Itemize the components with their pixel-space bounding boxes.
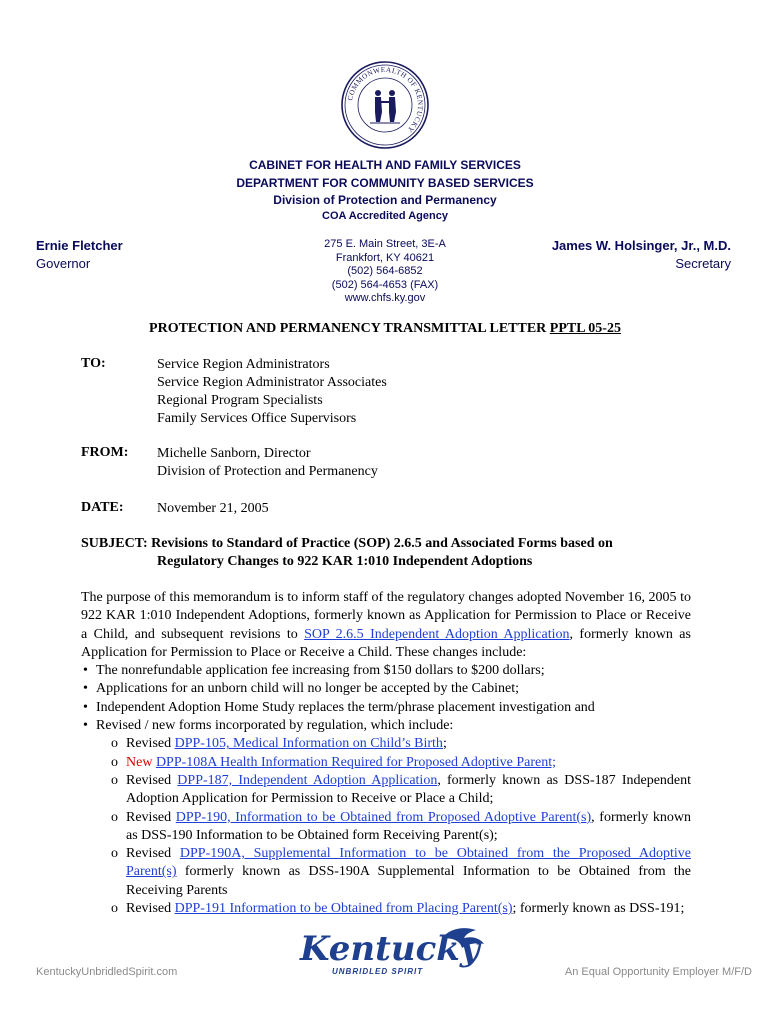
footer-eoe: An Equal Opportunity Employer M/F/D (564, 966, 752, 978)
form-suffix: , formerly known as DSS-190 Information to be Obtained form Receiving Parent(s); (126, 809, 692, 843)
intro-text-end: , formerly known as Application for Permission to Place or Receive a Child. These changes include: (81, 626, 691, 660)
form-suffix: ; formerly known as DSS-191; (512, 901, 685, 917)
form-item (111, 754, 691, 772)
sub-bullet-icon: o (111, 809, 118, 825)
bullet-icon: • (83, 699, 88, 715)
address-website: www.chfs.ky.gov (344, 292, 426, 304)
bullet-icon: • (83, 718, 88, 734)
form-item (111, 900, 691, 918)
logo-tagline: UNBRIDLED SPIRIT (332, 967, 424, 976)
address-city: Frankfort, KY 40621 (335, 251, 435, 264)
from-label: FROM: (81, 445, 129, 460)
department-name: DEPARTMENT FOR COMMUNITY BASED SERVICES (236, 176, 534, 190)
form-link-dpp-191[interactable]: DPP-191 Information to be Obtained from Placing Parent(s) (174, 901, 513, 917)
recipient-line: Regional Program Specialists (157, 393, 323, 408)
governor-title: Governor (36, 256, 91, 271)
form-suffix: formerly known as DSS-190A Supplemental Information to be Obtained from the Receiving Parents (126, 864, 691, 898)
address-street: 275 E. Main Street, 3E-A (324, 238, 446, 250)
bullet-text: The nonrefundable application fee increasing from $150 dollars to $200 dollars; (96, 663, 545, 679)
recipient-line: Service Region Administrators (157, 357, 330, 372)
bullet-text: Independent Adoption Home Study replaces the term/phrase placement investigation and (96, 699, 595, 715)
svg-text:COMMONWEALTH OF KENTUCKY: COMMONWEALTH OF KENTUCKY (346, 65, 425, 134)
form-prefix: Revised (126, 772, 178, 788)
subject-line-1: Revisions to Standard of Practice (SOP) 2.6.5 and Associated Forms based on (151, 536, 613, 551)
form-item (111, 772, 691, 809)
from-sender (157, 445, 378, 481)
form-link-dpp-190a[interactable]: DPP-190A, Supplemental Information to be Obtained from the Proposed Adoptive Parent(s) (126, 846, 691, 880)
forms-list (96, 735, 691, 918)
form-link-dpp-105[interactable]: DPP-105, Medical Information on Child’s Birth (174, 736, 443, 752)
subject-block (81, 535, 613, 571)
division-name: Division of Protection and Permanency (273, 193, 497, 207)
form-item (111, 809, 691, 846)
form-prefix: Revised (126, 901, 175, 917)
sub-bullet-icon: o (111, 901, 118, 917)
sub-bullet-icon: o (111, 846, 118, 862)
sub-bullet-icon: o (111, 736, 118, 752)
letter-title-prefix: PROTECTION AND PERMANENCY TRANSMITTAL LETTER (149, 321, 547, 336)
form-suffix: , formerly known as DSS-187 Independent Adoption Application for Permission to Receive or Place a Child; (126, 772, 692, 807)
form-suffix: ; (442, 736, 447, 752)
state-seal-icon (340, 60, 430, 150)
list-item (81, 680, 691, 698)
date-value: November 21, 2005 (157, 501, 269, 516)
letter-code: PPTL 05-25 (549, 321, 621, 336)
letter-title (0, 321, 770, 337)
sender-line: Division of Protection and Permanency (157, 464, 378, 479)
list-item (81, 662, 691, 680)
kentucky-logo-icon (292, 920, 492, 980)
form-item (111, 735, 691, 753)
intro-paragraph (81, 589, 691, 662)
bullet-text: Revised / new forms incorporated by regulation, which include: (96, 718, 454, 734)
new-label: New (126, 754, 153, 770)
subject-label: SUBJECT: (81, 536, 148, 551)
list-item (81, 699, 691, 717)
agency-address (285, 238, 485, 306)
sender-line: Michelle Sanborn, Director (157, 446, 311, 461)
form-item (111, 845, 691, 900)
sop-link[interactable]: SOP 2.6.5 Independent Adoption Application (304, 626, 570, 642)
address-phone: (502) 564-6852 (347, 265, 423, 277)
form-prefix: Revised (126, 809, 176, 825)
changes-list (81, 662, 691, 918)
secretary-block (552, 237, 731, 273)
recipient-line: Family Services Office Supervisors (157, 411, 357, 426)
subject-line-2: Regulatory Changes to 922 KAR 1:010 Independent Adoptions (157, 554, 533, 569)
bullet-text: Applications for an unborn child will no longer be accepted by the Cabinet; (96, 681, 519, 697)
to-label: TO: (81, 356, 106, 371)
logo-text: Kentucky (300, 929, 480, 969)
bullet-icon: • (83, 663, 88, 679)
recipient-line: Service Region Administrator Associates (157, 375, 387, 390)
governor-name: Ernie Fletcher (36, 238, 123, 253)
sub-bullet-icon: o (111, 754, 118, 770)
bullet-icon: • (83, 681, 88, 697)
list-item (81, 717, 691, 918)
footer-website: KentuckyUnbridledSpirit.com (36, 966, 178, 978)
form-link-dpp-187[interactable]: DPP-187, Independent Adoption Application (177, 772, 438, 788)
memo-body (81, 589, 691, 918)
form-prefix: Revised (126, 846, 180, 862)
to-recipients (157, 356, 387, 428)
date-label: DATE: (81, 500, 124, 515)
form-link-dpp-190[interactable]: DPP-190, Information to be Obtained from Proposed Adoptive Parent(s) (175, 809, 592, 825)
secretary-title: Secretary (675, 256, 731, 271)
form-link-dpp-108a[interactable]: DPP-108A Health Information Required for Proposed Adoptive Parent; (155, 754, 557, 770)
accreditation-label: COA Accredited Agency (322, 210, 448, 222)
form-prefix: Revised (126, 736, 175, 752)
sub-bullet-icon: o (111, 772, 118, 788)
secretary-name: James W. Holsinger, Jr., M.D. (551, 238, 731, 253)
cabinet-name: CABINET FOR HEALTH AND FAMILY SERVICES (249, 158, 521, 172)
intro-text: The purpose of this memorandum is to inform staff of the regulatory changes adopted November 16, 2005 to 922 KAR 1:010 Independent Adoptions, formerly known as Application for Permission to Place or Receive a Child, and subsequent revisions to (81, 590, 691, 642)
address-fax: (502) 564-4653 (FAX) (331, 278, 439, 291)
governor-block (36, 237, 123, 273)
